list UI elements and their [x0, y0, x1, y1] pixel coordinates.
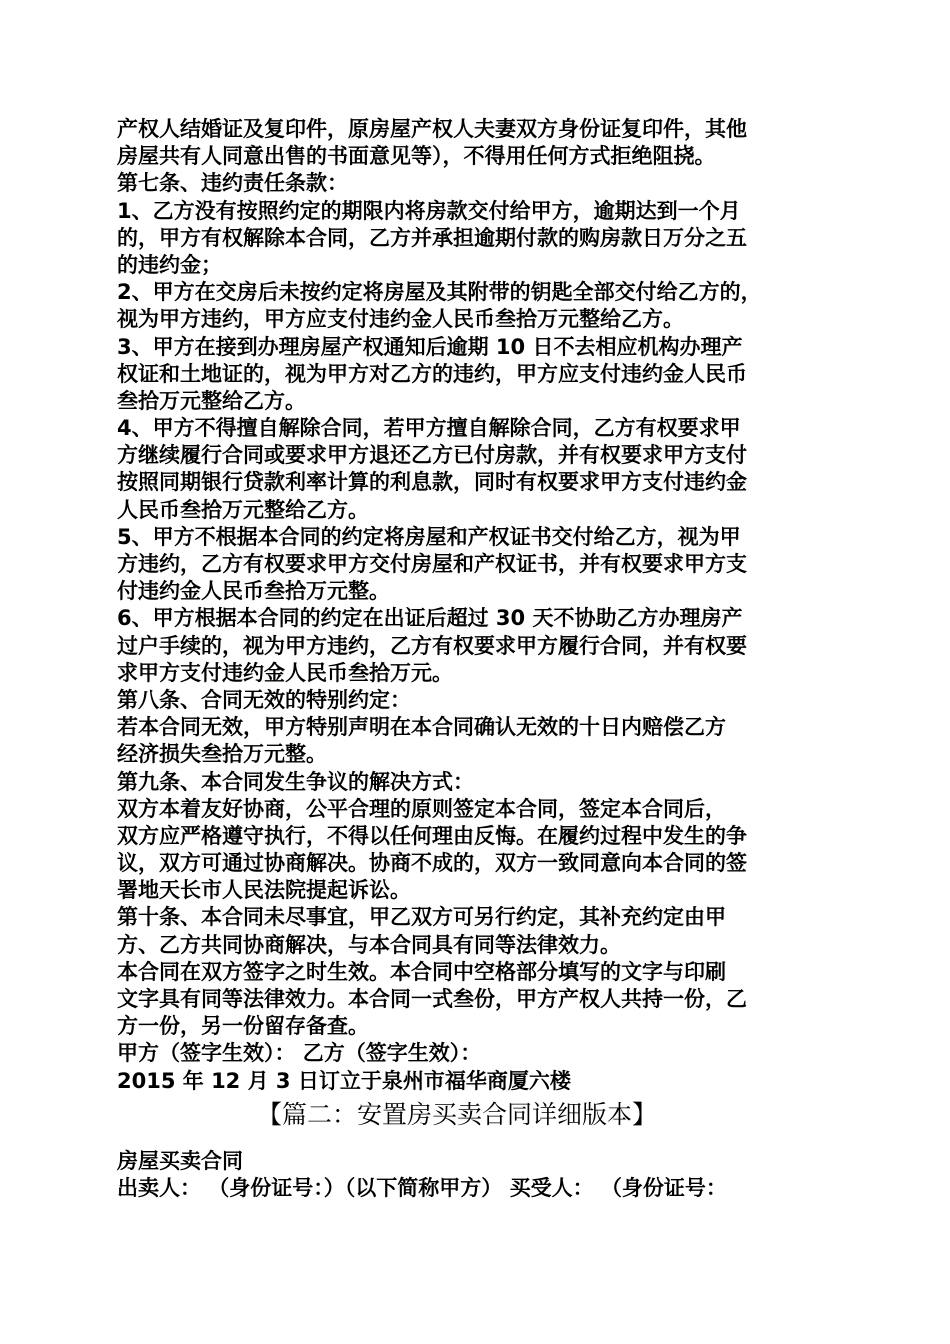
clause-heading: 第八条、合同无效的特别约定： [117, 687, 411, 712]
text-line: 2、甲方在交房后未按约定将房屋及其附带的钥匙全部交付给乙方的， [117, 280, 762, 305]
text-line: 5、甲方不根据本合同的约定将房屋和产权证书交付给乙方，视为甲 [117, 524, 741, 549]
text-line: 双方本着友好协商，公平合理的原则签定本合同，签定本合同后， [117, 796, 726, 821]
text-line: 双方应严格遵守执行，不得以任何理由反悔。在履约过程中发生的争 [117, 823, 747, 848]
text-line: 的，甲方有权解除本合同，乙方并承担逾期付款的购房款日万分之五 [117, 225, 747, 250]
document-body [117, 116, 847, 1202]
text-line: 过户手续的，视为甲方违约，乙方有权要求甲方履行合同，并有权要 [117, 633, 747, 658]
text-line: 署地天长市人民法院提起诉讼。 [117, 878, 411, 903]
text-line: 的违约金； [117, 252, 222, 277]
text-line: 4、甲方不得擅自解除合同，若甲方擅自解除合同，乙方有权要求甲 [117, 416, 741, 441]
text-line: 产权人结婚证及复印件，原房屋产权人夫妻双方身份证复印件，其他 [117, 117, 747, 141]
clause-heading: 第九条、本合同发生争议的解决方式： [117, 769, 474, 794]
text-line: 按照同期银行贷款利率计算的利息款，同时有权要求甲方支付违约金 [117, 470, 747, 495]
text-line: 方继续履行合同或要求甲方退还乙方已付房款，并有权要求甲方支付 [117, 443, 747, 468]
clause-heading: 第七条、违约责任条款： [117, 171, 348, 196]
text-line: 1、乙方没有按照约定的期限内将房款交付给甲方，逾期达到一个月 [117, 198, 741, 223]
text-line: 叁拾万元整给乙方。 [117, 388, 306, 413]
text-line: 本合同在双方签字之时生效。本合同中空格部分填写的文字与印刷 [117, 959, 726, 984]
text-line: 6、甲方根据本合同的约定在出证后超过 30 天不协助乙方办理房产 [117, 606, 743, 631]
text-line: 方违约，乙方有权要求甲方交付房屋和产权证书，并有权要求甲方支 [117, 552, 747, 576]
contract-title: 房屋买卖合同 [117, 1148, 243, 1173]
text-line: 求甲方支付违约金人民币叁拾万元。 [117, 660, 453, 685]
date-line: 2015 年 12 月 3 日订立于泉州市福华商厦六楼 [117, 1068, 571, 1093]
signature-line: 甲方（签字生效）： 乙方（签字生效）： [117, 1041, 482, 1066]
text-line: 第十条、本合同未尽事宜，甲乙双方可另行约定，其补充约定由甲 [117, 905, 726, 930]
text-line: 经济损失叁拾万元整。 [117, 742, 327, 767]
text-line: 文字具有同等法律效力。本合同一式叁份，甲方产权人共持一份，乙 [117, 987, 747, 1011]
section-title: 【篇二：安置房买卖合同详细版本】 [257, 1099, 658, 1129]
text-line: 权证和土地证的，视为甲方对乙方的违约，甲方应支付违约金人民币 [117, 361, 747, 386]
text-line: 付违约金人民币叁拾万元整。 [117, 579, 390, 604]
text-line: 视为甲方违约，甲方应支付违约金人民币叁拾万元整给乙方。 [117, 307, 684, 332]
text-line: 若本合同无效，甲方特别声明在本合同确认无效的十日内赔偿乙方 [117, 715, 726, 740]
text-line: 议，双方可通过协商解决。协商不成的，双方一致同意向本合同的签 [117, 851, 747, 876]
text-line: 3、甲方在接到办理房屋产权通知后逾期 10 日不去相应机构办理产 [117, 334, 743, 359]
text-line: 人民币叁拾万元整给乙方。 [117, 497, 369, 522]
text-line: 方、乙方共同协商解决，与本合同具有同等法律效力。 [117, 932, 621, 957]
text-line: 房屋共有人同意出售的书面意见等），不得用任何方式拒绝阻挠。 [117, 144, 716, 169]
party-line: 出卖人： （身份证号：）（以下简称甲方） 买受人： （身份证号： [117, 1175, 727, 1200]
text-line: 方一份，另一份留存备查。 [117, 1014, 369, 1039]
